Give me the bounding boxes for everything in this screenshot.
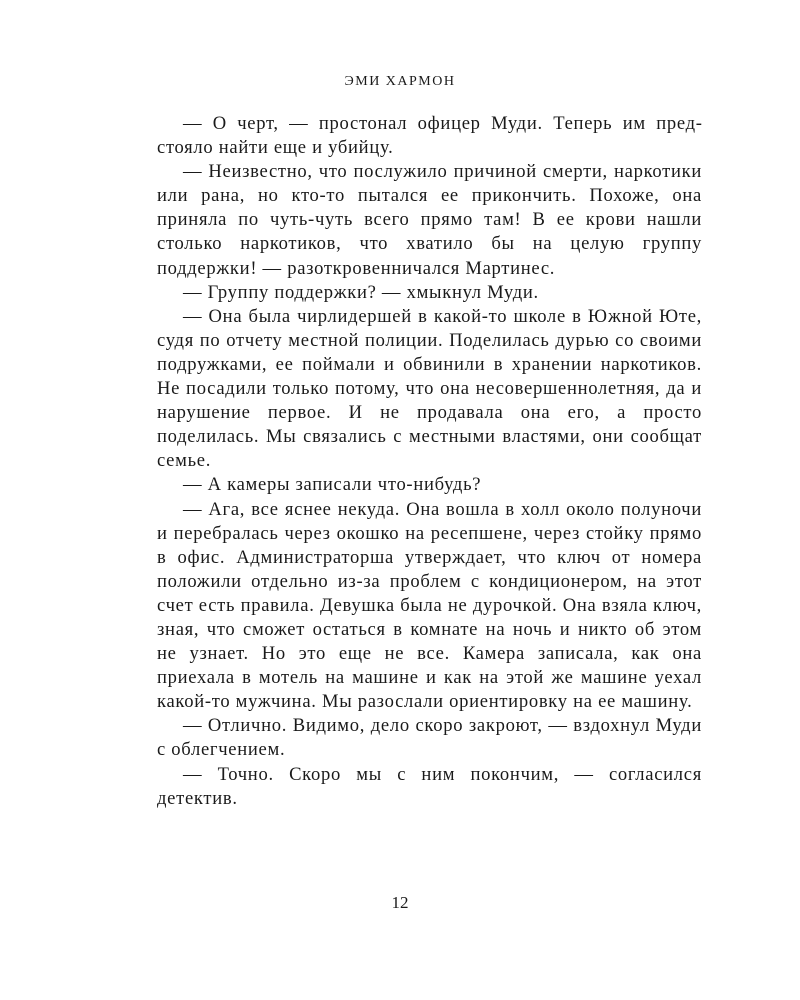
- running-header-author: ЭМИ ХАРМОН: [344, 74, 456, 89]
- paragraph: — Неизвестно, что послужило причиной смерти, наркотики или рана, но кто-то пытался ее прикончить. Похоже, она приняла по чуть-чуть всего прямо там! В ее крови нашли столько наркотиков, что хватило бы на целую группу поддержки! — разоткровенничался Мартинес.: [157, 161, 702, 279]
- paragraph: — Точно. Скоро мы с ним покончим, — согласился детектив.: [157, 763, 702, 809]
- paragraph: — Отлично. Видимо, дело скоро закроют, — вздохнул Муди с облегчением.: [157, 715, 702, 761]
- page-body: [157, 112, 702, 811]
- paragraph: — О черт, — простонал офицер Муди. Теперь им предстояло найти еще и убийцу.: [157, 113, 702, 159]
- paragraph: — Она была чирлидершей в какой-то школе в Южной Юте, судя по отчету местной полиции. Поделилась дурью со своими подружками, ее поймали и обвинили в хранении наркотиков. Не посадили только потому, что она несовершеннолетняя, да и нарушение первое. И не продавала она его, а просто поделилась. Мы связались с местными властями, они сообщат семье.: [157, 305, 702, 472]
- paragraph: — Группу поддержки? — хмыкнул Муди.: [183, 281, 539, 303]
- page-number: 12: [391, 893, 409, 912]
- paragraph: — Ага, все яснее некуда. Она вошла в холл около полуночи и перебралась через окошко на ресепшене, через стойку прямо в офис. Администраторша утверждает, что ключ от номера положили отдельно из-за проблем с кондиционером, на этот счет есть правила. Девушка была не дурочкой. Она взяла ключ, зная, что сможет остаться в комнате на ночь и никто об этом не узнает. Но это еще не все. Камера записала, как она приехала в мотель на машине и как на этой же машине уехал какой-то мужчина. Мы разослали ориентировку на ее машину.: [157, 498, 702, 713]
- paragraph: — А камеры записали что-нибудь?: [183, 474, 482, 496]
